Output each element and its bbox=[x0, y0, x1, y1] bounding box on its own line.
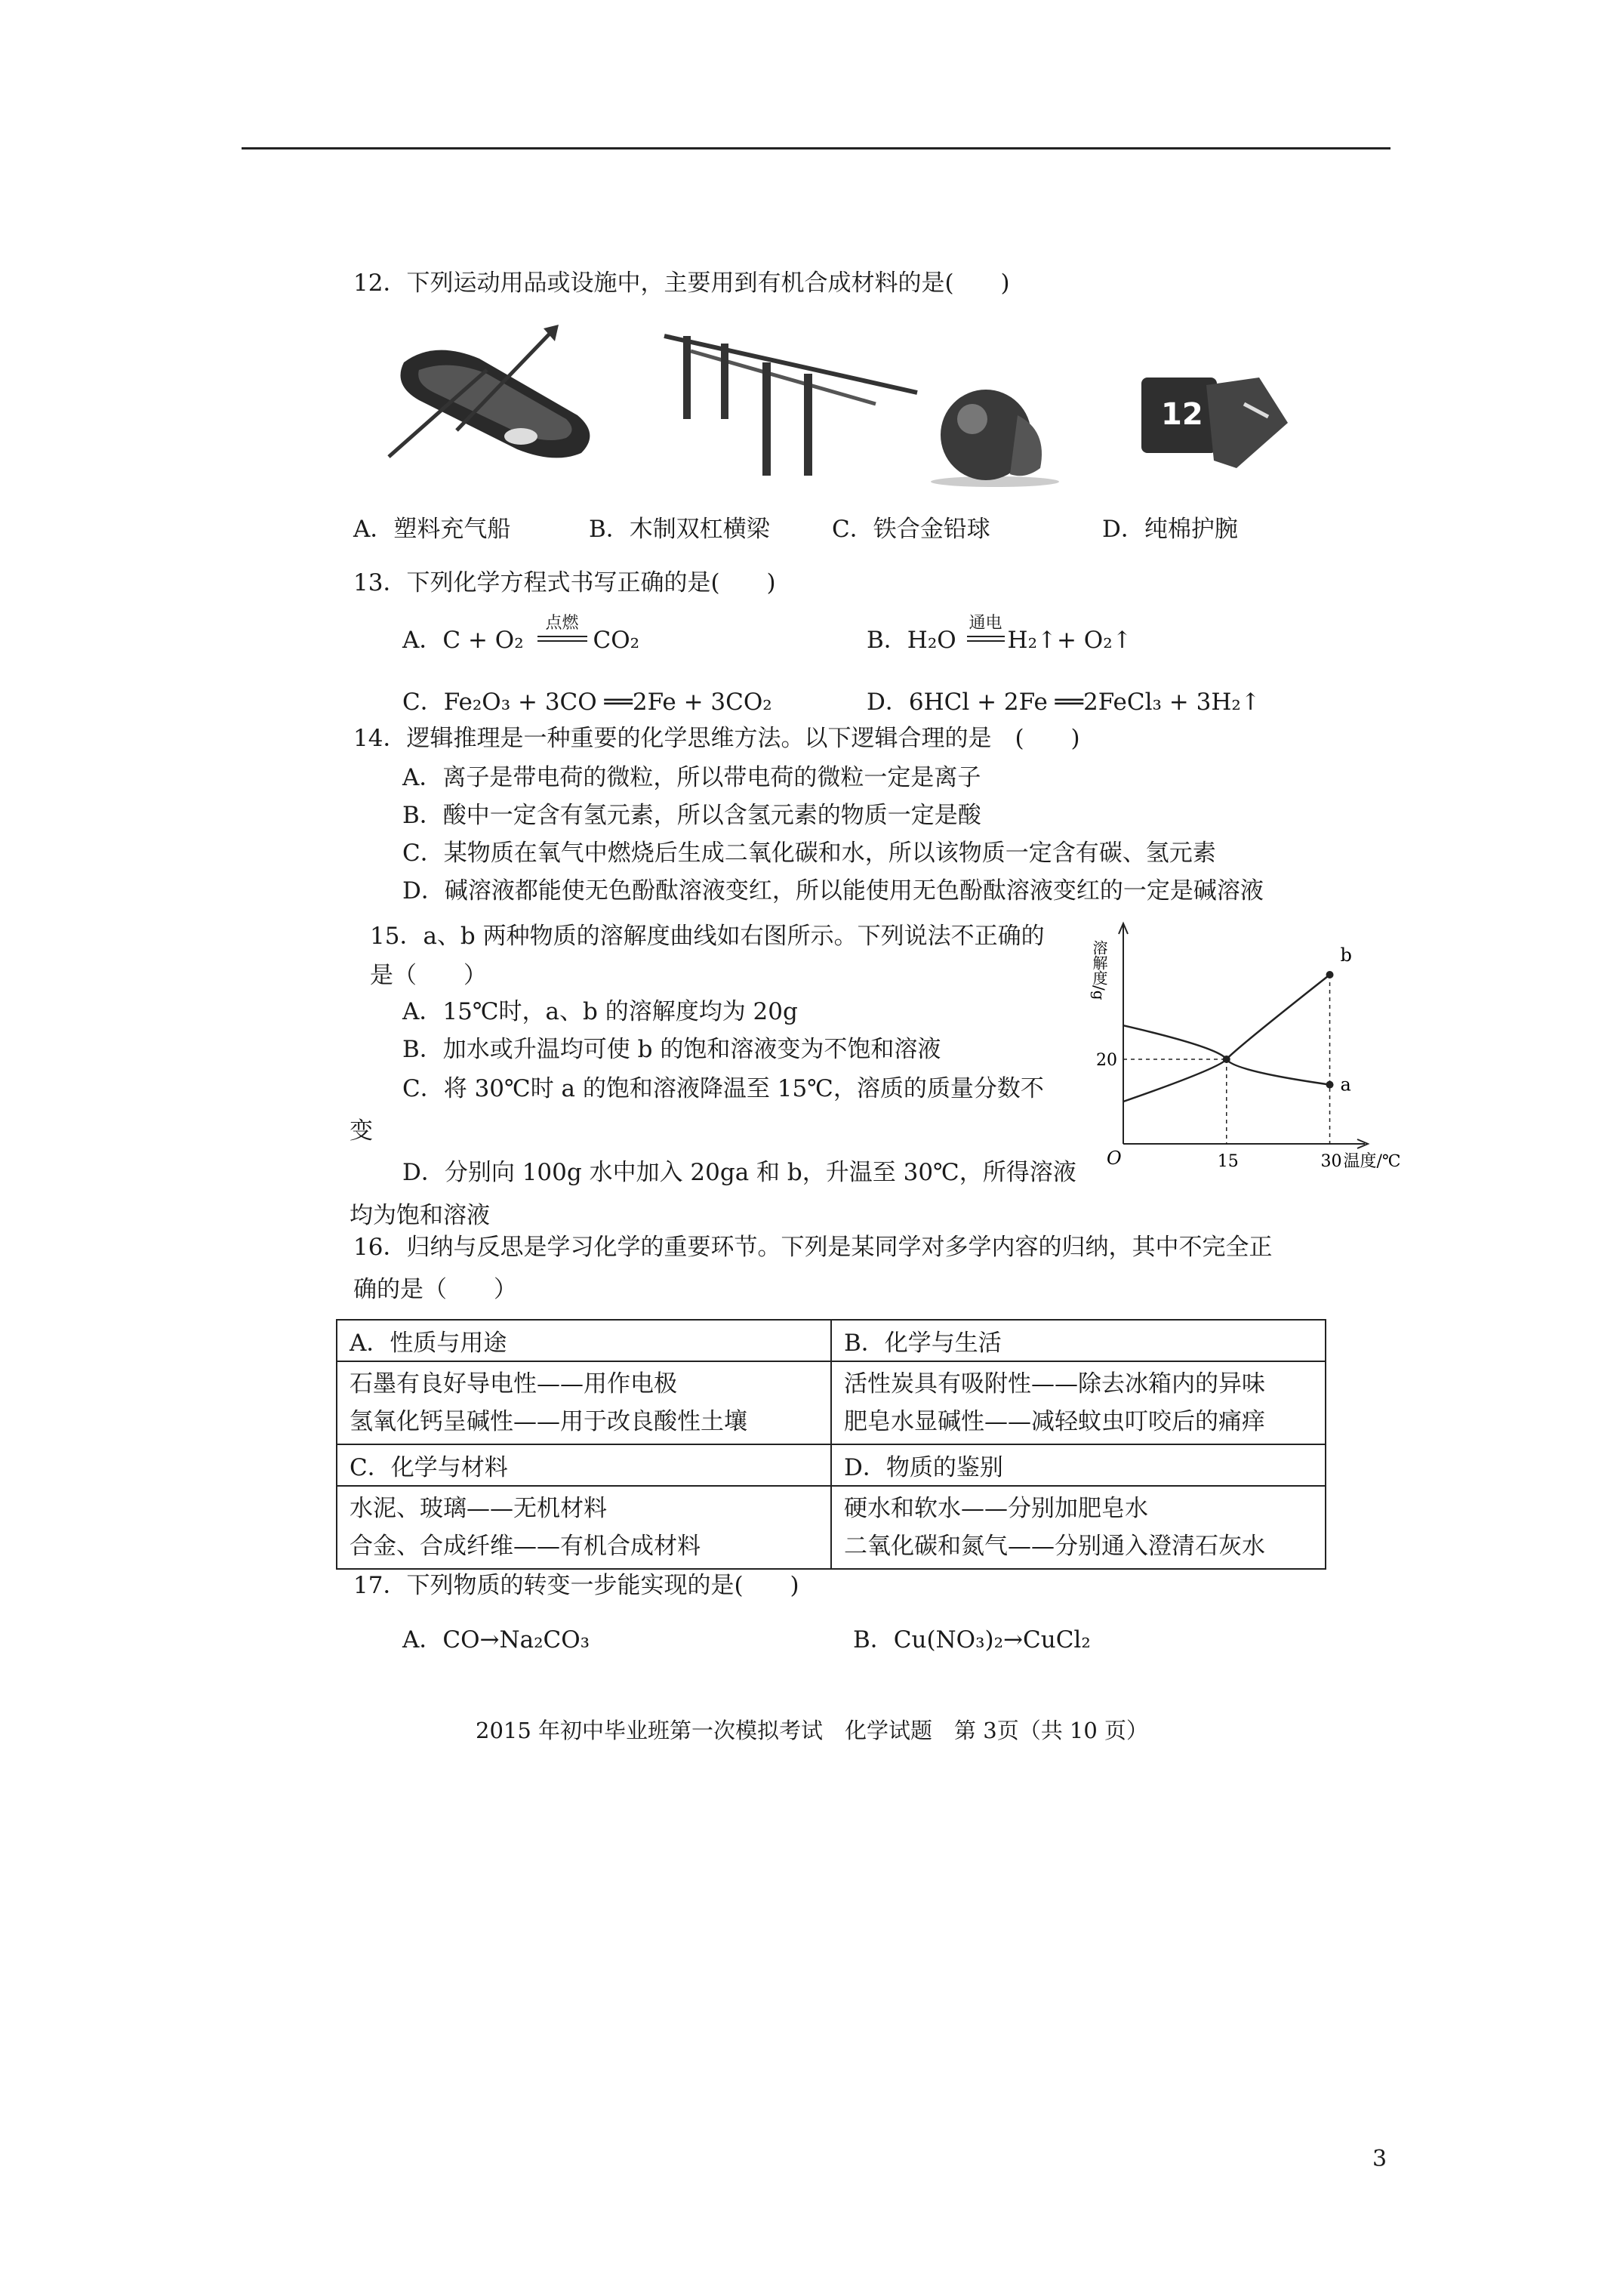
parallel-bars-icon bbox=[661, 321, 921, 483]
solubility-chart bbox=[1090, 917, 1401, 1174]
q15-option-d-line2: 均为饱和溶液 bbox=[350, 1202, 490, 1229]
table-c-line1: 水泥、玻璃——无机材料 bbox=[350, 1495, 607, 1522]
q14-option-a: A．离子是带电荷的微粒，所以带电荷的微粒一定是离子 bbox=[402, 764, 981, 791]
y-axis-label: 溶解度/g bbox=[1090, 940, 1108, 1000]
table-a-line1: 石墨有良好导电性——用作电极 bbox=[350, 1370, 677, 1398]
series-b-label: b bbox=[1340, 945, 1352, 966]
x-tick-label: 30 bbox=[1320, 1152, 1342, 1171]
q14-option-b: B．酸中一定含有氢元素，所以含氢元素的物质一定是酸 bbox=[402, 802, 981, 829]
summary-table bbox=[336, 1319, 1326, 1570]
q17-stem: 17．下列物质的转变一步能实现的是( ) bbox=[353, 1572, 799, 1599]
origin-label: O bbox=[1107, 1148, 1122, 1169]
q12-option-a: A．塑料充气船 bbox=[353, 516, 511, 543]
table-cell-b-head: B．化学与生活 bbox=[831, 1320, 1326, 1361]
q15-option-d-line1: D．分别向 100g 水中加入 20ga 和 b，升温至 30℃，所得溶液 bbox=[402, 1159, 1076, 1186]
boat-icon bbox=[389, 325, 608, 464]
q13-option-d: D．6HCl + 2Fe ══2FeCl₃ + 3H₂↑ bbox=[867, 689, 1261, 716]
y-tick-label: 20 bbox=[1096, 1051, 1117, 1070]
table-a-line2: 氢氧化钙呈碱性——用于改良酸性土壤 bbox=[350, 1408, 747, 1435]
q12-option-c: C．铁合金铅球 bbox=[832, 516, 990, 543]
top-rule bbox=[242, 147, 1390, 149]
series-b-endpoint bbox=[1326, 971, 1334, 978]
table-cell-c-head: C．化学与材料 bbox=[337, 1444, 831, 1486]
page-number: 3 bbox=[1372, 2146, 1387, 2172]
q15-stem-line2: 是（ ） bbox=[370, 962, 487, 989]
q13-b-condition: 通电 bbox=[969, 614, 1002, 633]
table-cell-d-body bbox=[831, 1486, 1326, 1569]
table-b-line2: 肥皂水显碱性——减轻蚊虫叮咬后的痛痒 bbox=[844, 1408, 1265, 1435]
shot-put-icon bbox=[927, 385, 1063, 487]
q13-option-b: B．H₂O 通电 H₂↑+ O₂↑ bbox=[867, 625, 1132, 655]
q15-option-c-line2: 变 bbox=[350, 1117, 373, 1145]
series-a-label: a bbox=[1340, 1074, 1351, 1096]
table-cell-a-head: A．性质与用途 bbox=[337, 1320, 831, 1361]
intersection-point bbox=[1223, 1056, 1230, 1063]
table-cell-c-body bbox=[337, 1486, 831, 1569]
q15-option-c-line1: C．将 30℃时 a 的饱和溶液降温至 15℃，溶质的质量分数不 bbox=[402, 1075, 1044, 1102]
table-b-line1: 活性炭具有吸附性——除去冰箱内的异味 bbox=[844, 1370, 1265, 1398]
x-axis-label: 温度/℃ bbox=[1343, 1152, 1401, 1171]
table-cell-d-head: D．物质的鉴别 bbox=[831, 1444, 1326, 1486]
q14-option-d: D．碱溶液都能使无色酚酞溶液变红，所以能使用无色酚酞溶液变红的一定是碱溶液 bbox=[402, 877, 1264, 905]
q15-stem-line1: 15．a、b 两种物质的溶解度曲线如右图所示。下列说法不正确的 bbox=[370, 923, 1045, 950]
q14-stem: 14．逻辑推理是一种重要的化学思维方法。以下逻辑合理的是 ( ) bbox=[353, 725, 1080, 752]
q13-stem: 13．下列化学方程式书写正确的是( ) bbox=[353, 569, 776, 596]
q15-option-a: A．15℃时，a、b 的溶解度均为 20g bbox=[402, 998, 798, 1025]
q14-option-c: C．某物质在氧气中燃烧后生成二氧化碳和水，所以该物质一定含有碳、氢元素 bbox=[402, 840, 1216, 867]
table-d-line2: 二氧化碳和氮气——分别通入澄清石灰水 bbox=[844, 1533, 1265, 1560]
q12-option-b: B．木制双杠横梁 bbox=[589, 516, 770, 543]
q17-option-b: B．Cu(NO₃)₂→CuCl₂ bbox=[853, 1626, 1091, 1653]
wristband-label: 12 bbox=[1161, 397, 1203, 432]
q13-a-condition: 点燃 bbox=[545, 614, 579, 633]
q12-stem: 12．下列运动用品或设施中，主要用到有机合成材料的是( ) bbox=[353, 270, 1010, 297]
table-cell-a-body bbox=[337, 1361, 831, 1444]
q16-stem-line2: 确的是（ ） bbox=[353, 1276, 517, 1303]
page-footer: 2015 年初中毕业班第一次模拟考试 化学试题 第 3页（共 10 页） bbox=[476, 1718, 1149, 1743]
q16-stem-line1: 16．归纳与反思是学习化学的重要环节。下列是某同学对多学内容的归纳，其中不完全正 bbox=[353, 1234, 1273, 1261]
x-tick-label: 15 bbox=[1217, 1152, 1239, 1171]
q17-option-a: A．CO→Na₂CO₃ bbox=[402, 1626, 590, 1653]
q13-option-c: C．Fe₂O₃ + 3CO ══2Fe + 3CO₂ bbox=[402, 689, 772, 716]
wristband-icon bbox=[1138, 370, 1289, 476]
q13-option-a: A．C + O₂ 点燃 CO₂ bbox=[402, 625, 639, 655]
series-a-endpoint bbox=[1326, 1081, 1334, 1089]
table-cell-b-body bbox=[831, 1361, 1326, 1444]
q15-option-b: B．加水或升温均可使 b 的饱和溶液变为不饱和溶液 bbox=[402, 1036, 941, 1063]
q12-option-d: D．纯棉护腕 bbox=[1102, 516, 1238, 543]
table-d-line1: 硬水和软水——分别加肥皂水 bbox=[844, 1495, 1148, 1522]
table-c-line2: 合金、合成纤维——有机合成材料 bbox=[350, 1533, 701, 1560]
